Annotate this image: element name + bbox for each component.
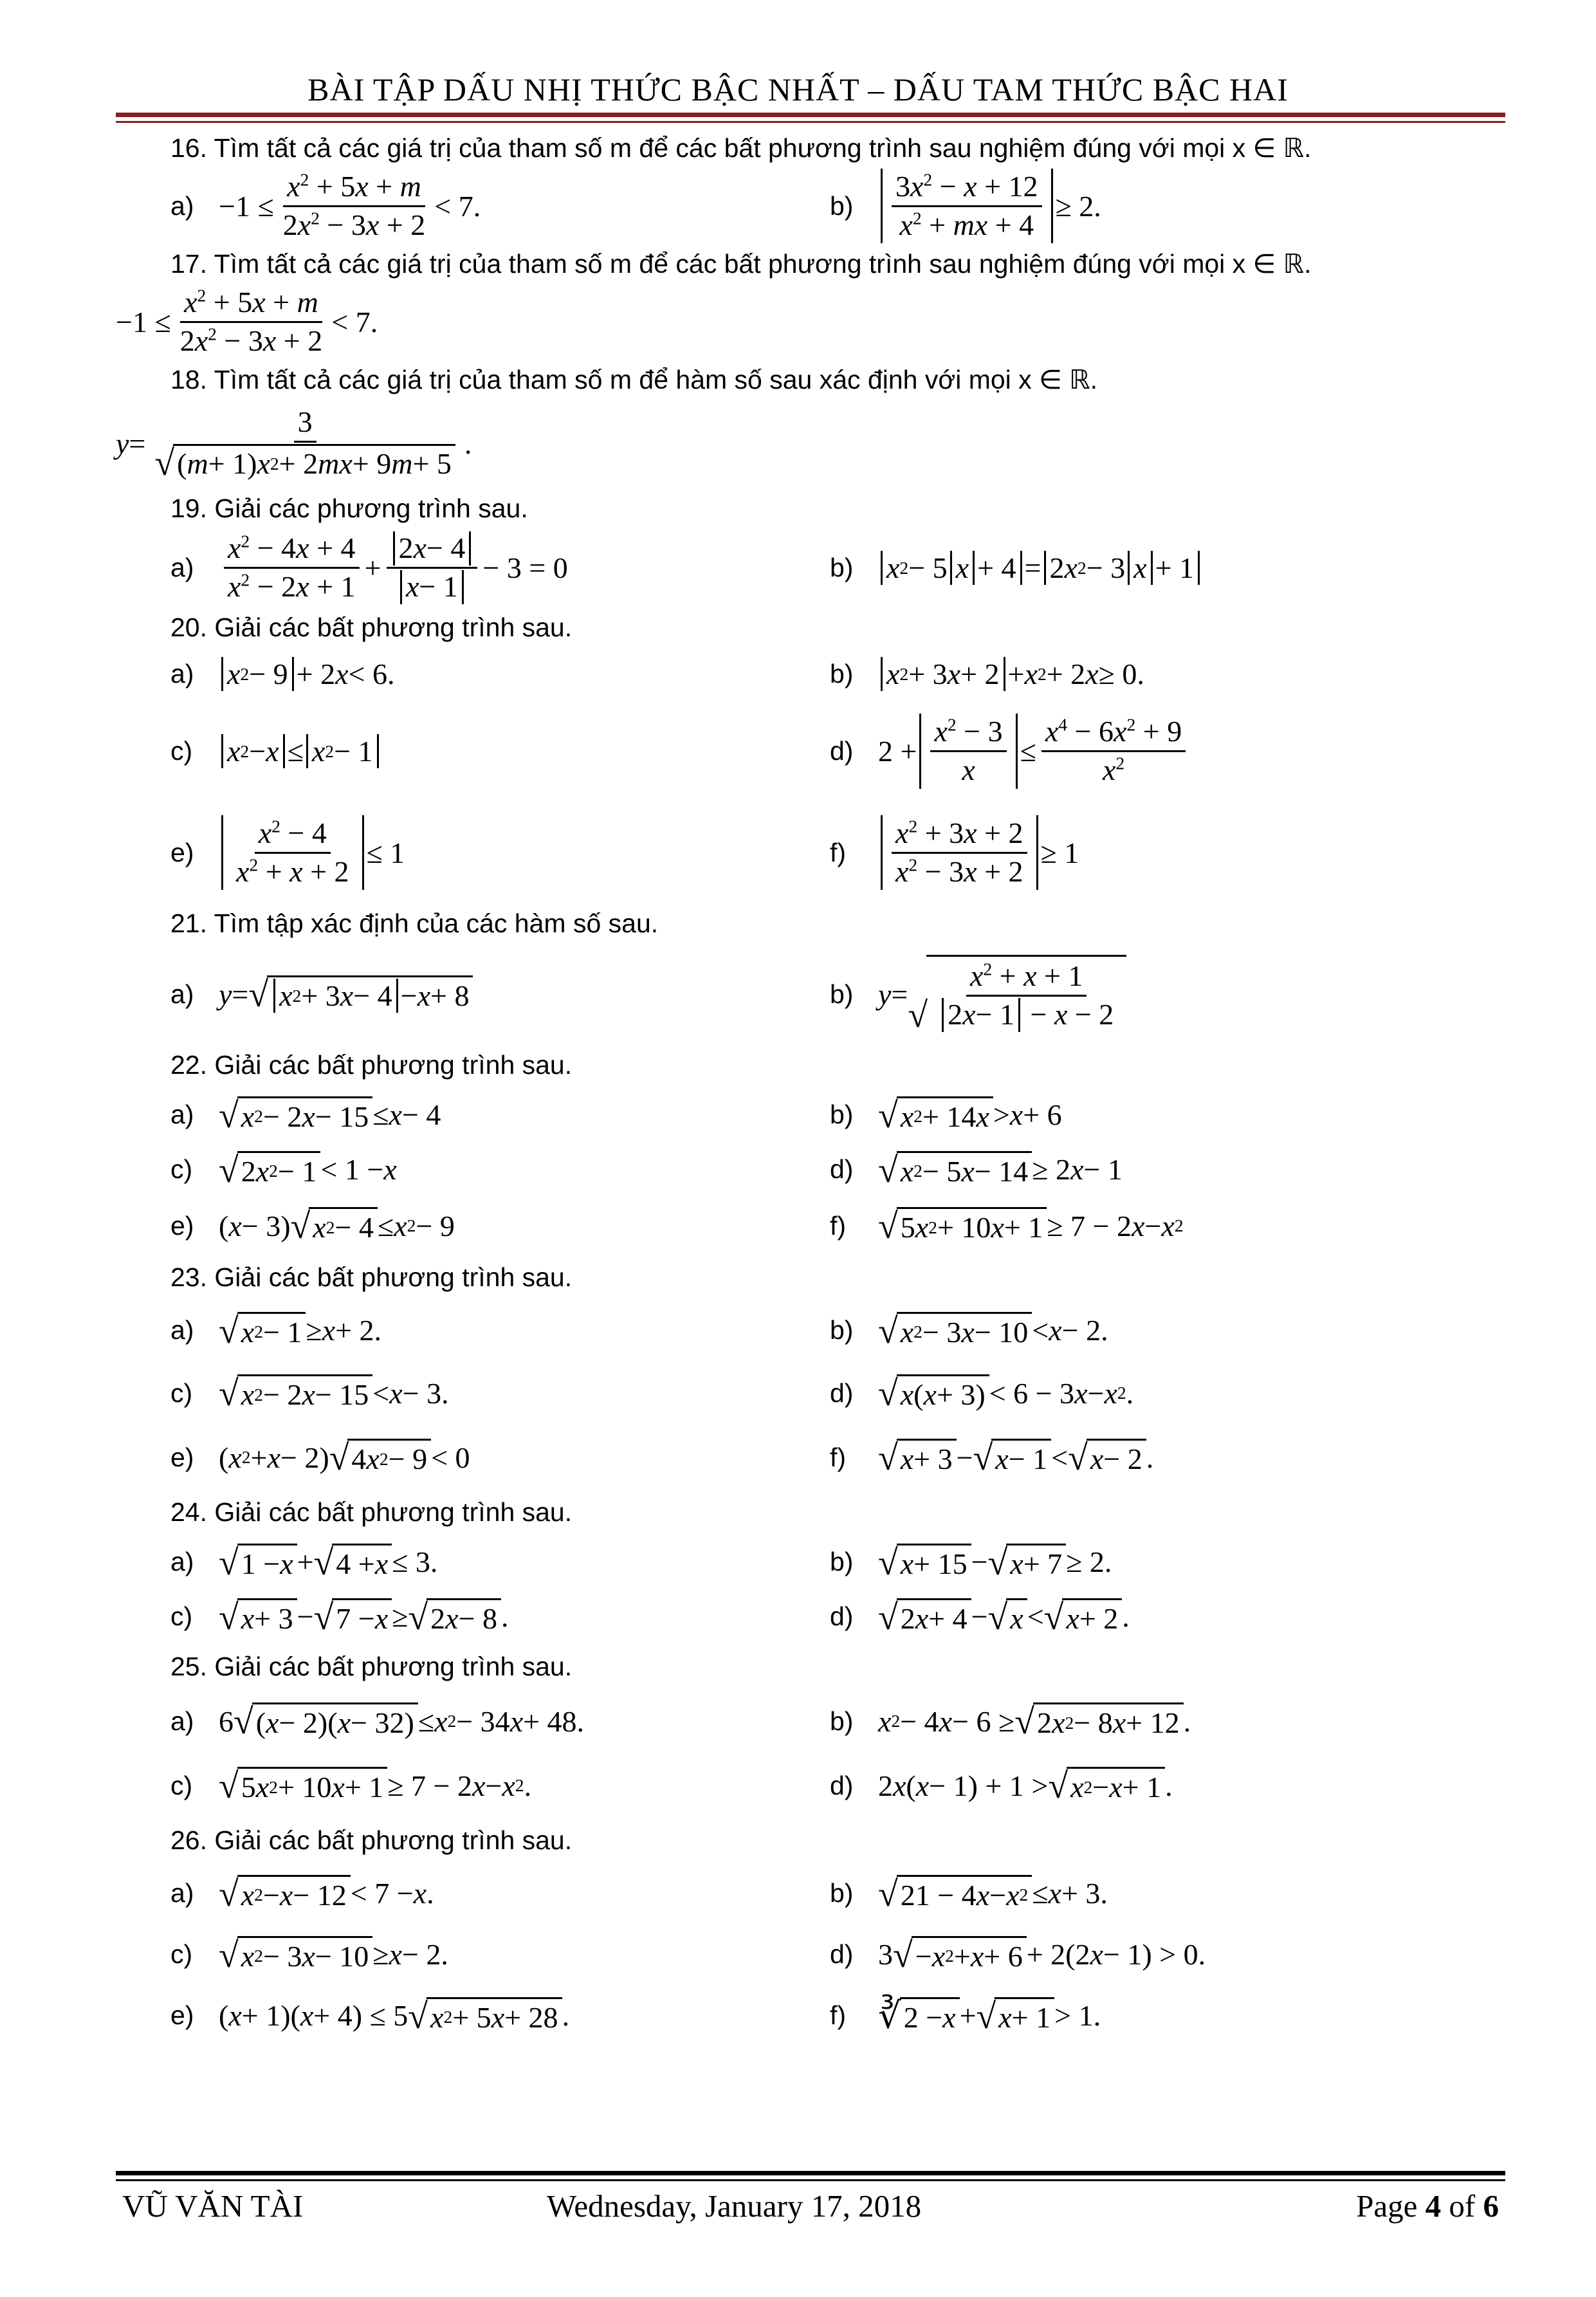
part-a bbox=[122, 657, 830, 691]
formula: $\frac{x^2 + 3x + 2}{x^2 - 3x + 2}$ ≥ 1 bbox=[878, 815, 1079, 890]
footer-page-number bbox=[1356, 2188, 1499, 2224]
formula: −1 ≤ $\frac{x^2 + 5x + m}{2x^2 - 3x + 2}$ < 7. bbox=[116, 285, 378, 357]
part-label: e) bbox=[170, 837, 194, 867]
formula: x 2 − 5 x + 4 = 2 x 2 − 3 x + 1 bbox=[878, 551, 1202, 585]
part-label: a) bbox=[170, 1706, 194, 1736]
problem-20-row-2 bbox=[122, 698, 1499, 804]
formula: √ x 2 − x − 12 < 7 − x . bbox=[219, 1874, 434, 1914]
problem-statement: 21. Tìm tập xác định của các hàm số sau. bbox=[170, 909, 659, 938]
problem-25-row-1 bbox=[122, 1689, 1499, 1753]
part-d bbox=[830, 1151, 1499, 1188]
part-label: f) bbox=[830, 1210, 847, 1241]
part-label: a) bbox=[170, 1878, 194, 1908]
part-label: a) bbox=[170, 659, 194, 688]
formula: √ 5 x 2 + 10 x + 1 ≥ 7 − 2 x − x 2 . bbox=[219, 1766, 532, 1806]
formula: √ 5 x 2 + 10 x + 1 ≥ 7 − 2 x − x 2 bbox=[878, 1206, 1184, 1246]
part-label: b) bbox=[830, 1706, 854, 1736]
part-a bbox=[122, 1312, 830, 1349]
problem-21-parts bbox=[122, 946, 1499, 1042]
problem-19-parts bbox=[122, 531, 1499, 605]
problem-24 bbox=[122, 1490, 1499, 1644]
formula: x 2 − 4 x − 6 ≥ √ 2 x 2 − 8 x + 12 . bbox=[878, 1702, 1191, 1742]
formula: 3 √ − x 2 + x + 6 + 2(2 x − 1) > 0. bbox=[878, 1935, 1206, 1975]
problem-22-row-3 bbox=[122, 1197, 1499, 1255]
part-a bbox=[122, 1096, 830, 1134]
part-e bbox=[122, 1997, 830, 2034]
problem-26-row-2 bbox=[122, 1924, 1499, 1985]
part-label: e) bbox=[170, 2000, 194, 2030]
page-header-title: BÀI TẬP DẤU NHỊ THỨC BẬC NHẤT – DẤU TAM THỨC BẬC HAI bbox=[307, 71, 1289, 107]
part-a bbox=[122, 1875, 830, 1912]
part-b bbox=[830, 1312, 1499, 1349]
part-label: d) bbox=[830, 1601, 854, 1631]
page-prefix: Page bbox=[1356, 2188, 1418, 2224]
part-e bbox=[122, 1439, 830, 1476]
footer-author: VŨ VĂN TÀI bbox=[122, 2188, 304, 2224]
footer-rule-thin bbox=[116, 2179, 1505, 2181]
page-current: 4 bbox=[1425, 2188, 1442, 2224]
formula: $\frac{x^2 - 4x + 4}{x^2 - 2x + 1}$ + 2 x − 4 x − 1 − 3 = 0 bbox=[219, 530, 568, 605]
part-d bbox=[830, 1598, 1499, 1636]
formula: √ x + 3 − √ x − 1 < √ x − 2 . bbox=[878, 1438, 1154, 1478]
problem-statement: 16. Tìm tất cả các giá trị của tham số m để các bất phương trình sau nghiệm đúng với mọi x ∈ ℝ. bbox=[170, 133, 1312, 163]
part-label: b) bbox=[830, 1315, 854, 1345]
problem-statement: 26. Giải các bất phương trình sau. bbox=[170, 1825, 573, 1855]
part-label: c) bbox=[170, 1154, 193, 1184]
formula: ( x + 1)( x + 4) ≤ 5 √ x 2 + 5 x + 28 . bbox=[219, 1996, 570, 2036]
part-f bbox=[830, 1439, 1499, 1476]
formula: √ x 2 − 1 ≥ x + 2. bbox=[219, 1311, 382, 1351]
part-d bbox=[830, 714, 1499, 789]
problem-26 bbox=[122, 1818, 1499, 2046]
part-b bbox=[830, 955, 1499, 1033]
formula: y = √ x 2 + 3 x − 4 − x + 8 bbox=[219, 975, 473, 1013]
formula: ∛ 2 − x + √ x + 1 > 1. bbox=[878, 1996, 1101, 2036]
part-label: c) bbox=[170, 1378, 193, 1408]
problem-16-parts bbox=[122, 171, 1499, 241]
part-label: a) bbox=[170, 979, 194, 1009]
formula: x 2 − x ≤ x 2 − 1 bbox=[219, 734, 381, 768]
footer-rule-thick bbox=[116, 2171, 1505, 2175]
part-label: b) bbox=[830, 1878, 854, 1908]
formula: √ 2 x + 4 − √ x < √ x + 2 . bbox=[878, 1597, 1130, 1637]
part-c bbox=[122, 1767, 830, 1804]
problem-statement: 24. Giải các bất phương trình sau. bbox=[170, 1497, 573, 1527]
part-a bbox=[122, 1702, 830, 1740]
formula: √ 2 x 2 − 1 < 1 − x bbox=[219, 1150, 397, 1190]
problem-22-row-2 bbox=[122, 1142, 1499, 1197]
part-b bbox=[830, 1096, 1499, 1134]
part-label: b) bbox=[830, 659, 854, 688]
problem-statement: 17. Tìm tất cả các giá trị của tham số m để các bất phương trình sau nghiệm đúng với mọi x ∈ ℝ. bbox=[170, 249, 1312, 279]
problem-list bbox=[116, 125, 1499, 2046]
formula: √ 1 − x + √ 4 + x ≤ 3. bbox=[219, 1542, 438, 1583]
formula: 2 + $\frac{x^2 - 3}{x}$ ≤ $\frac{x^4 - 6x^2 + 9}{x^2}$ bbox=[878, 714, 1191, 789]
part-f bbox=[830, 1207, 1499, 1244]
problem-25 bbox=[122, 1644, 1499, 1818]
problem-17 bbox=[116, 241, 1499, 357]
header-rule-thin bbox=[116, 121, 1505, 123]
page-total: 6 bbox=[1483, 2188, 1499, 2224]
part-d bbox=[830, 1767, 1499, 1804]
problem-statement: 18. Tìm tất cả các giá trị của tham số m để hàm số sau xác định với mọi x ∈ ℝ. bbox=[170, 365, 1098, 394]
part-c bbox=[122, 1374, 830, 1412]
part-a bbox=[122, 1544, 830, 1581]
formula: √ x 2 − 3 x − 10 ≥ x − 2. bbox=[219, 1935, 448, 1975]
formula: ( x 2 + x − 2) √ 4 x 2 − 9 < 0 bbox=[219, 1438, 470, 1478]
formula: x 2 − 9 + 2 x < 6. bbox=[219, 657, 395, 691]
formula: 6 √ ( x − 2)( x − 32) ≤ x 2 − 34 x + 48. bbox=[219, 1702, 585, 1742]
part-c bbox=[122, 1151, 830, 1188]
formula: √ x 2 − 3 x − 10 < x − 2. bbox=[878, 1311, 1108, 1351]
problem-18-formula bbox=[116, 402, 1499, 486]
page-of: of bbox=[1449, 2188, 1476, 2224]
part-label: a) bbox=[170, 553, 194, 582]
part-b bbox=[830, 1544, 1499, 1581]
formula: ( x − 3) √ x 2 − 4 ≤ x 2 − 9 bbox=[219, 1206, 455, 1246]
part-b bbox=[830, 169, 1499, 244]
part-label: d) bbox=[830, 1154, 854, 1184]
problem-statement: 19. Giải các phương trình sau. bbox=[170, 494, 528, 523]
part-label: c) bbox=[170, 1939, 193, 1969]
problem-19 bbox=[122, 486, 1499, 605]
formula: √ x 2 − 2 x − 15 < x − 3. bbox=[219, 1374, 449, 1414]
part-label: d) bbox=[830, 1770, 854, 1800]
part-label: d) bbox=[830, 1378, 854, 1408]
problem-18 bbox=[116, 357, 1499, 486]
problem-statement: 25. Giải các bất phương trình sau. bbox=[170, 1652, 573, 1681]
problem-statement: 20. Giải các bất phương trình sau. bbox=[170, 613, 573, 642]
problem-21 bbox=[122, 901, 1499, 1042]
part-label: b) bbox=[830, 1547, 854, 1576]
formula: y = 3 √ ( m + 1) x 2 + 2 mx + 9 m + 5 . bbox=[116, 405, 472, 483]
part-label: a) bbox=[170, 1315, 194, 1345]
part-label: b) bbox=[830, 190, 854, 221]
part-a bbox=[122, 975, 830, 1013]
formula: y = √ $x^2 + x + 1$ 2 x − 1 − x − 2 bbox=[878, 955, 1126, 1033]
part-c bbox=[122, 1936, 830, 1973]
problem-24-row-2 bbox=[122, 1589, 1499, 1644]
problem-22 bbox=[122, 1042, 1499, 1255]
part-b bbox=[830, 657, 1499, 691]
formula: √ x + 3 − √ 7 − x ≥ √ 2 x − 8 . bbox=[219, 1597, 509, 1637]
part-e bbox=[122, 1207, 830, 1244]
problem-17-formula bbox=[116, 286, 1499, 357]
problem-20-row-3 bbox=[122, 804, 1499, 901]
formula: √ x 2 − 2 x − 15 ≤ x − 4 bbox=[219, 1095, 441, 1136]
problem-20 bbox=[122, 605, 1499, 901]
formula: √ 21 − 4 x − x 2 ≤ x + 3. bbox=[878, 1874, 1108, 1914]
formula: √ x + 15 − √ x + 7 ≥ 2. bbox=[878, 1542, 1112, 1583]
part-label: b) bbox=[830, 1100, 854, 1129]
part-label: d) bbox=[830, 1939, 854, 1969]
part-label: c) bbox=[170, 736, 193, 766]
formula: $\frac{x^2 - 4}{x^2 + x + 2}$ ≤ 1 bbox=[219, 815, 405, 890]
problem-25-row-2 bbox=[122, 1753, 1499, 1818]
part-label: b) bbox=[830, 553, 854, 582]
problem-26-row-3 bbox=[122, 1985, 1499, 2046]
problem-statement: 22. Giải các bất phương trình sau. bbox=[170, 1050, 573, 1080]
problem-23-row-3 bbox=[122, 1425, 1499, 1490]
formula: x 2 + 3 x + 2 + x 2 + 2 x ≥ 0. bbox=[878, 657, 1144, 691]
part-c bbox=[122, 734, 830, 768]
formula: √ x ( x + 3) < 6 − 3 x − x 2 . bbox=[878, 1374, 1134, 1414]
formula: −1 ≤ $\frac{x^2 + 5x + m}{2x^2 - 3x + 2}$ < 7. bbox=[219, 169, 481, 241]
part-label: a) bbox=[170, 190, 194, 221]
formula: 2 x ( x − 1) + 1 > √ x 2 − x + 1 . bbox=[878, 1766, 1173, 1806]
part-c bbox=[122, 1598, 830, 1636]
part-label: e) bbox=[170, 1442, 194, 1472]
problem-20-row-1 bbox=[122, 650, 1499, 698]
part-e bbox=[122, 815, 830, 890]
part-b bbox=[830, 551, 1499, 585]
part-d bbox=[830, 1936, 1499, 1973]
part-f bbox=[830, 1997, 1499, 2034]
part-label: d) bbox=[830, 736, 854, 766]
formula: √ x 2 − 5 x − 14 ≥ 2 x − 1 bbox=[878, 1150, 1123, 1190]
part-a bbox=[122, 169, 830, 244]
problem-statement: 23. Giải các bất phương trình sau. bbox=[170, 1262, 573, 1292]
problem-16 bbox=[122, 125, 1499, 241]
part-label: a) bbox=[170, 1100, 194, 1129]
page-footer bbox=[122, 2188, 1499, 2226]
part-b bbox=[830, 1702, 1499, 1740]
part-a bbox=[122, 530, 830, 605]
problem-23 bbox=[122, 1255, 1499, 1490]
problem-23-row-1 bbox=[122, 1300, 1499, 1361]
footer-date: Wednesday, January 17, 2018 bbox=[547, 2188, 922, 2224]
part-label: e) bbox=[170, 1210, 194, 1241]
part-label: a) bbox=[170, 1547, 194, 1576]
problem-22-row-1 bbox=[122, 1087, 1499, 1142]
part-label: c) bbox=[170, 1601, 193, 1631]
part-label: c) bbox=[170, 1770, 193, 1800]
part-d bbox=[830, 1374, 1499, 1412]
part-label: f) bbox=[830, 2000, 847, 2030]
header-rule-thick bbox=[116, 113, 1505, 117]
part-f bbox=[830, 815, 1499, 890]
part-b bbox=[830, 1875, 1499, 1912]
part-label: f) bbox=[830, 1442, 847, 1472]
formula: $\frac{3x^2 - x + 12}{x^2 + mx + 4}$ ≥ 2. bbox=[878, 169, 1101, 244]
part-label: f) bbox=[830, 837, 847, 867]
problem-24-row-1 bbox=[122, 1535, 1499, 1589]
problem-23-row-2 bbox=[122, 1361, 1499, 1425]
problem-26-row-1 bbox=[122, 1863, 1499, 1924]
formula: √ x 2 + 14 x > x + 6 bbox=[878, 1095, 1062, 1136]
part-label: b) bbox=[830, 979, 854, 1009]
